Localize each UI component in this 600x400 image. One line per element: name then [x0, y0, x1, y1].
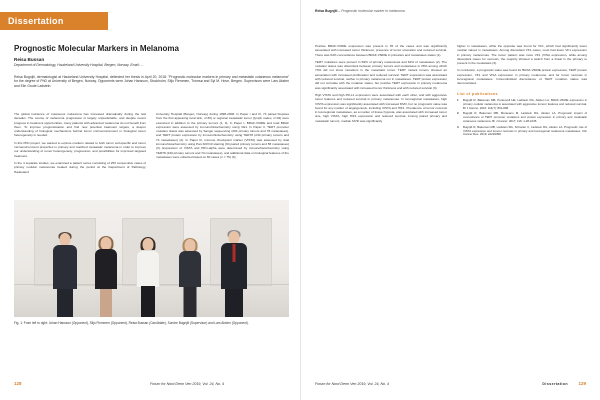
- author-name: Reisa Bussan: [14, 57, 45, 62]
- running-head-title: Prognostic molecular marker in melanoma: [341, 9, 405, 13]
- body-paragraph: In this PhD project, we wanted to explore markers related to both tumor cell-specific and tumor microenvironment properties in primary and matched metastatic melanoma in order to improve our understanding of tumor heterogeneity, progression, and possibilities for improved targeted treatment.: [14, 140, 146, 158]
- article-title: Prognostic Molecular Markers in Melanoma: [14, 44, 179, 53]
- left-column-1: [14, 112, 146, 177]
- person-figure: [94, 237, 118, 317]
- right-column-2: [457, 44, 587, 139]
- running-head-author: Reisa Bugnjili: [315, 9, 338, 13]
- person-figure: [178, 239, 202, 317]
- intro-paragraph: Reisa Bugnjili, dermatologist at Haukeland University Hospital, defended her thesis in April 20, 2018: "Prognostic molecular markers in primary and metastatic cutaneous melanoma" for the degree of PhD at University of Bergen, Norway. Opponents were Johan Hansson, Stockholm, Siljo Flemmen, Tromsø and Syl M. Hove, Bergen. Supervisors were Lars Akslen and Elin Grude Ladstein.: [14, 75, 289, 88]
- page-number: 128: [14, 381, 22, 386]
- running-head: Reisa Bugnjili – Prognostic molecular marker in melanoma: [315, 9, 405, 13]
- left-column-2: [156, 112, 289, 162]
- journal-footer: Forum for Nord Derm Ven 2019, Vol. 24, No. 4: [150, 382, 225, 386]
- body-paragraph: High VISTA and high PD-L1 expression were associated with each other, and with aggressive tumor features and reduced survival in primary melanomas. In locoregional metastases, high VISTA expression was significantly associated with increased MVD, but no prognostic value was found for any marker of angiogenesis, including VISTA and HIF1. Prevalence of tumor necrosis in locoregional metastases, as a marker of tissue hypoxia, was associated with increased tumor size, high VISTA, high HIF1 expression and reduced survival. Among paired primary and metastatic tumors, median MVD was significantly: [315, 92, 447, 123]
- person-figure: [52, 233, 78, 317]
- literature-text: Bugnjili R, Bakeman MB, Puntervoll HE, Ladstein RG, Akslen LA. BRAF-V600E expression in primary nodular melanoma is associated with aggressive tumour features and reduced survival. Br J Cancer. 2016; 114(7): 801-808.: [463, 97, 587, 110]
- section-banner: Dissertation: [0, 12, 108, 30]
- body-paragraph: Positive BRAF-V600E expression was present in 35 of the cases and was significantly associated with increased tumor thickness, presence of tumor ulceration and reduced survival. There was 94% concordance between BRAF-V600E in primaries and metastases status (1).: [315, 44, 447, 57]
- literature-item: [457, 112, 587, 123]
- right-column-1: [315, 44, 447, 126]
- right-page: [300, 0, 600, 400]
- page-number: 129: [578, 381, 586, 386]
- body-paragraph: The global incidence of cutaneous melanoma has increased dramatically during the last decades. The course of melanoma progression is largely unpredictable, and despite recent progress in treatment opportunities, many patients with advanced melanoma do not benefit from them. To improve prognostication and find new potential treatment targets, a deeper understanding of biological mechanisms behind tumor microenvironment in biological tumor heterogeneity is needed.: [14, 112, 146, 138]
- literature-number: 3: [457, 124, 459, 129]
- journal-footer: Forum for Nord Derm Ven 2019, Vol. 24, No. 4: [315, 382, 390, 386]
- literature-text: Bugnjili R, Bakeman MB, Ladstein RG, Schuster C, Ladstein RG, Akslen LA. Prognostic role of VISTA expression and tumour necrosis in primary and locoregional melanoma metastases. Clin Cancer Res. 2019; e0229398.: [463, 124, 587, 137]
- body-paragraph: higher in metastases, while the opposite was found for VF1, which had significantly lower median values in metastases. Among discordant VF1 cases, most had lower VF1 expression in primary melanomas. The tumor pattern was more VF1 (VISA expression, while among discordant cases for necrosis, the majority showed a switch from a lineal in the primary to present in the metastasis (3).: [457, 44, 587, 66]
- body-paragraph: TERT mutations were present in 69% of primary melanomas and 64% of metastases (2). The mutation status was discordant between primary tumors and metastases in 26% among which 73% did not show mutations in the metastatic tumor. TERT mutant tumors showed an association with increased proliferation and reduced survival. TERT expression was associated with reduced survival, neither in primary melanoma nor in metastases. TERT protein expression did not correlate with the mutation status, but positive TERT expression in primary melanoma was significantly associated with increased tumor thickness and with reduced survival (3).: [315, 59, 447, 90]
- person-figure: [220, 231, 248, 317]
- photo-caption: Fig. 1: From left to right: Johan Hansson (Opponent), Siljo Flemmen (Opponent), Reisa Bussan (Candidate), Sondre Bugnjili (Supervisor) and Lars Akslen (Opponent).: [14, 321, 249, 325]
- section-footer: Dissertation: [542, 382, 568, 386]
- defense-group-photo: [14, 200, 289, 317]
- literature-heading: List of publications: [457, 91, 498, 96]
- literature-number: 2: [457, 111, 459, 116]
- literature-text: Bugnjili R, Bakeman MB, Munteanu M, Ladstein RG, Akslen LA. Prognostic impact of concordance of TERT promoter mutations and protein expression in primary and metastatic cutaneous melanoma. Br J Cancer. 2017; 116: 1-28-1035.: [463, 111, 587, 123]
- body-paragraph: University Hospital (Bergen, Norway) during 1998-2008. In Paper I and III, 74 paired biopsies from the first appearing local skin, n=30) or regional metastatic tumor (lymph nodes, n=44) were examined in addition to the primary tumors (1, 3). In Paper I, BRAF-V600E and total BRAF expression were assessed by immunohistochemistry using VE1. In Paper II, TERT promoter mutation status was assessed by Sanger sequencing (264 primary tumors and 78 metastases), and TERT protein expression by immunohistochemistry using TERT8 (240 primary tumors and 74 metastases) (2). In Paper III, immune checkpoint marker (VISTA) was assessed by dual immunohistochemistry using Pan-SOX10 staining (64 paired primary tumors and 58 metastases) (3). Expression of VISTA and HIF1-alpha were determined by immunohistochemistry using TERT8 (240 primary tumors and 74 metastases), and additional data on biological features of the metastases were collected based on 60 cases (n = 75) (3).: [156, 112, 289, 159]
- literature-item: [457, 126, 587, 137]
- person-figure: [136, 238, 160, 317]
- body-paragraph: In the 4 separate studies, we examined a patient series consisting of 253 consecutive cases of primary nodular melanomas treated during the period at the Department of Pathology, Haukeland: [14, 160, 146, 174]
- author-affiliation: Department of Dermatology, Haukeland University Hospital, Bergen, Norway. Email: ...: [14, 63, 144, 67]
- literature-number: 1: [457, 97, 459, 102]
- body-paragraph: In conclusion, a prognostic value was found for BRAF-V600E protein expression, TERT protein expression, VF1 and VISA expression in primary melanoma, and for tumor necrosis in locoregional metastases. Intra-individual discordance of TERT mutation status was demonstrated.: [457, 68, 587, 86]
- tie: [233, 244, 236, 262]
- literature-item: [457, 99, 587, 110]
